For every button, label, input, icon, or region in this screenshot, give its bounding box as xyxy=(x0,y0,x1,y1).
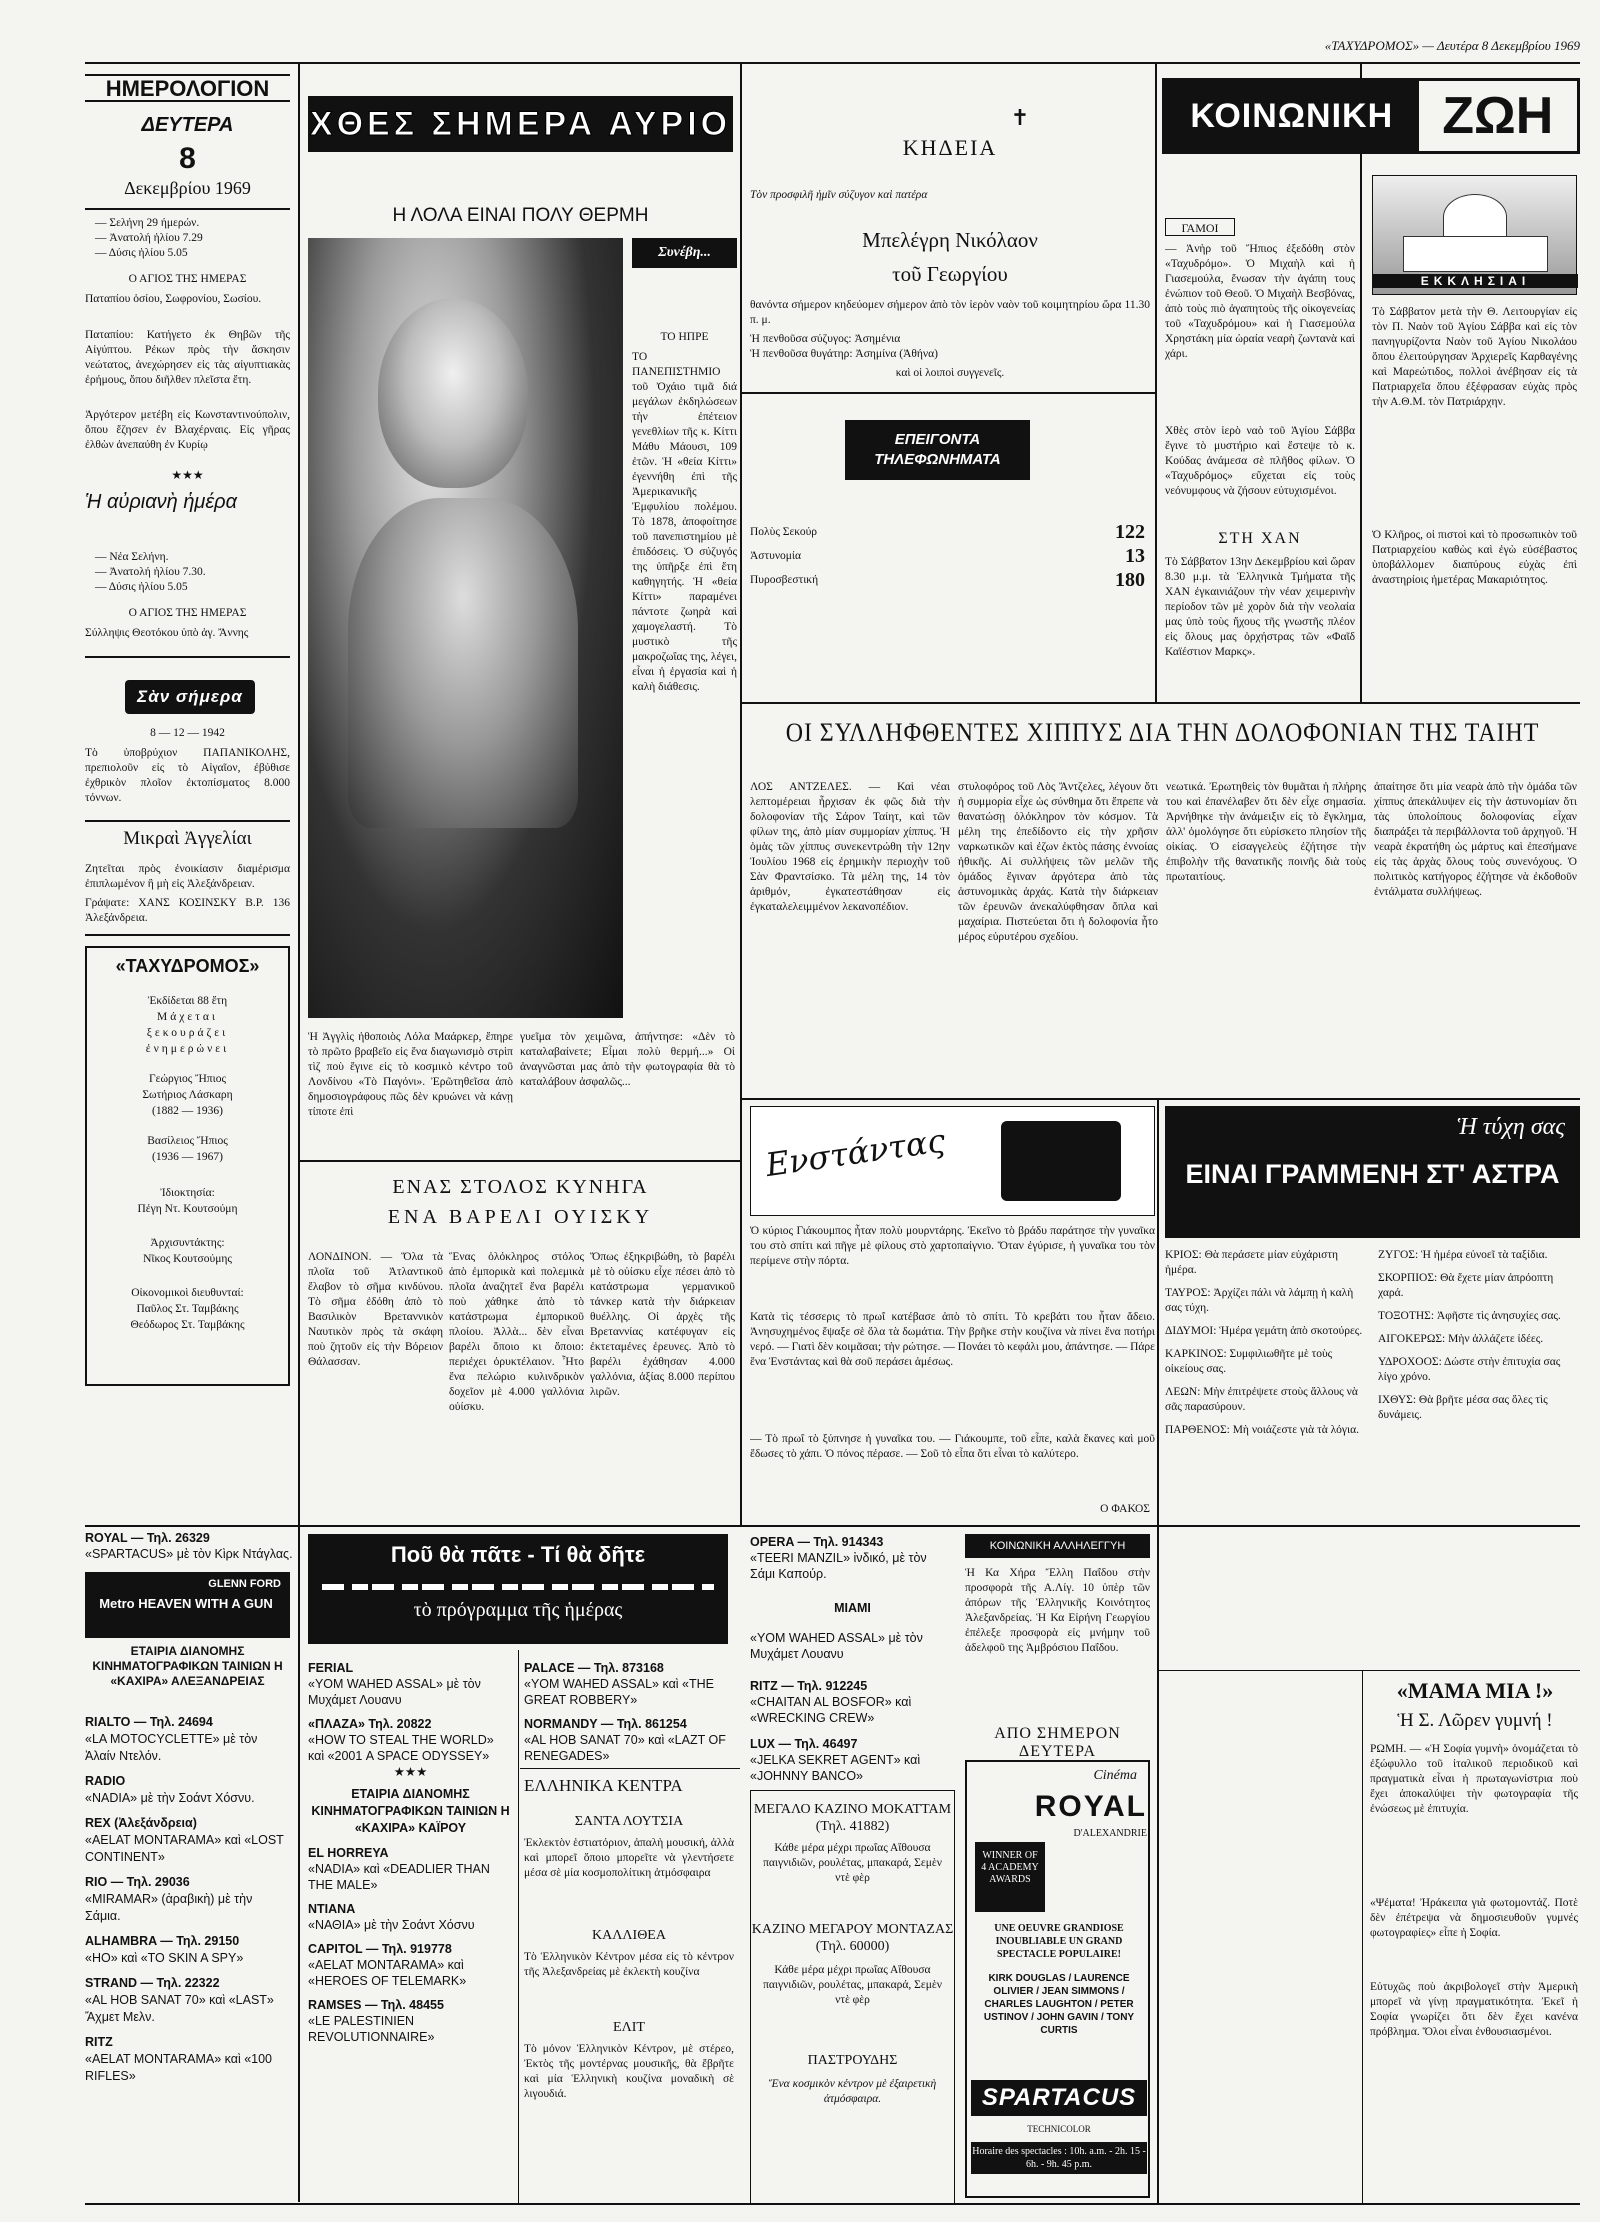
paper-title: «ΤΑΧΥΔΡΟΜΟΣ» xyxy=(115,956,260,976)
rule xyxy=(1157,1525,1159,2205)
technicolor: TECHNICOLOR xyxy=(1027,2124,1091,2134)
royal-logo: ROYAL xyxy=(1034,1790,1147,1823)
paper-director: Βασίλειος Ἤπιος xyxy=(147,1135,228,1147)
astro-capricorn: ΑΙΓΟΚΕΡΩΣ: Μὴν ἀλλάζετε ἰδέες. xyxy=(1378,1333,1544,1345)
tomorrow-sunset: — Δύσις ἡλίου 5.05 xyxy=(95,581,188,593)
funeral-title: ΚΗΔΕΙΑ xyxy=(902,135,998,160)
ntiana-film: «ΝΑΘΙΑ» μὲ τὴν Σοάντ Χόσνυ xyxy=(308,1918,475,1932)
fleet-headline-1: ΕΝΑΣ ΣΤΟΛΟΣ ΚΥΝΗΓΑ xyxy=(392,1176,649,1198)
hippies-headline: ΟΙ ΣΥΛΛΗΦΘΕΝΤΕΣ ΧΙΠΠΥΣ ΔΙΑ ΤΗΝ ΔΟΛΟΦΟΝΙΑΝ ΤΗΣ ΤΑΙΗΤ xyxy=(785,718,1540,747)
enstantas-brand: Ενστάντας xyxy=(763,1121,948,1185)
ferial-film: «YOM WAHED ASSAL» μὲ τὸν Μυχάμετ Λουανυ xyxy=(308,1677,481,1707)
where-program: τὸ πρόγραμμα τῆς ἡμέρας xyxy=(308,1590,728,1630)
rule xyxy=(85,656,290,658)
church-text-2: Ὁ Κλῆρος, οἱ πιστοὶ καὶ τὸ προσωπικὸν τοῦ Πατριαρχείου καθὼς καὶ ἐγὼ εὐσέβαστος ὑποβάλλομεν διαπύρους εὐχὰς ἐπὶ ἀναστηρίοις ἡμετέρας Μακαριότητος. xyxy=(1372,529,1577,586)
rule xyxy=(85,820,290,822)
paper-line-3: ξεκουράζει xyxy=(146,1027,229,1039)
elite-text: Τὸ μόνον Ἑλληνικὸν Κέντρον, μὲ στέρεο, Ἐκτὸς τῆς μοντέρνας μουσικῆς, θὰ ἔβρῆτε καὶ μία Ἑλληνικὴ κουζίνα μοναδικὴ σὲ λιγουδιά. xyxy=(524,2043,734,2100)
distributor-cairo: ΕΤΑΙΡΙΑ ΔΙΑΝΟΜΗΣ ΚΙΝΗΜΑΤΟΓΡΑΦΙΚΩΝ ΤΑΙΝΙΩΝ Η «ΚΑΧΙΡΑ» ΚΑΪΡΟΥ xyxy=(311,1787,510,1835)
lola-caption-right: γυεῖμα τὸν χειμῶνα, ἀπήντησε: «Δὲν τὸ καταλαβαίνετε; Εἶμαι πολὺ θερμή...» Οἱ ἀναγνῶσται μας ἀπὸ τὴν φωτογραφία θὰ τὸ καταλάβουν ἀσφαλῶς... xyxy=(520,1031,735,1088)
col-rule-3 xyxy=(1155,62,1157,702)
social-banner xyxy=(1162,78,1580,154)
separator-stars: ★★★ xyxy=(171,468,204,482)
rule xyxy=(300,1160,740,1162)
fleet-text-3: Ὅπως ἐξηκριβώθη, τὸ βαρέλι μὲ τὸ οὐίσκυ εἶχε πέσει ἀπὸ τὸ κατάστρωμα γερμανικοῦ τάνκερ κατὰ τὴν διάρκειαν θυέλλης. Οἱ ἀρχὲς τῆς Βρεταννίας κατέφυγαν εἰς ἐκτεταμένες ἐρευνες. Ἀπὸ τὸ βαρέλι ἐχάθησαν 4.000 γαλλόνια, ἀξίας 8.000 περίπου λιρῶν. xyxy=(590,1251,735,1398)
enstantas-ad xyxy=(750,1106,1155,1216)
spartacus-header: ΑΠΟ ΣΗΜΕΡΟΝ ΔΕΥΤΕΡΑ xyxy=(994,1725,1121,1760)
alhambra-cinema: ALHAMBRA — Τηλ. 29150 xyxy=(85,1934,240,1948)
casino2-title: ΚΑΖΙΝΟ ΜΕΓΑΡΟΥ ΜΟΝΤΑΖΑΣ (Τηλ. 60000) xyxy=(751,1922,954,1954)
rio-film: «MIRAMAR» (ἀραβικὴ) μὲ τὴν Σάμια. xyxy=(85,1892,253,1923)
opera-cinema: OPERA — Τηλ. 914343 xyxy=(750,1535,884,1549)
pastroudis-title: ΠΑΣΤΡΟΥΔΗΣ xyxy=(807,2053,898,2068)
astro-pisces: ΙΧΘΥΣ: Θὰ βρῆτε μέσα σας ὅλες τὶς δυνάμεις. xyxy=(1378,1394,1548,1421)
ntiana-cinema: ΝΤΙΑΝΑ xyxy=(308,1902,356,1916)
astro-title-1: Ἡ τύχη σας xyxy=(1457,1114,1565,1140)
spartacus-tagline: UNE OEUVRE GRANDIOSE INOUBLIABLE UN GRAND SPECTACLE POPULAIRE! xyxy=(994,1923,1124,1960)
fleet-text-1: ΛΟΝΔΙΝΟΝ. — Ὅλα τὰ πλοῖα τοῦ Ἀτλαντικοῦ ἔλαβον τὸ σῆμα κινδύνου. Τὸ σῆμα ἐδόθη ἀπὸ τὸ Βασιλικὸν Βρεταννικὸν Ναυτικὸν πρὸς τὰ σκάφη ποὺ ζητοῦν εἰς τὴν Βόρειον Θάλασσαν. xyxy=(308,1251,443,1368)
royal-film: «SPARTACUS» μὲ τὸν Κὶρκ Ντάγλας. xyxy=(85,1547,293,1561)
ramses-cinema: RAMSES — Τηλ. 48455 xyxy=(308,1998,444,2012)
strand-film: «AL HOB SANAT 70» καὶ «LAST» Ἄχμετ Μελν. xyxy=(85,1993,274,2024)
spartacus-title: SPARTACUS xyxy=(971,2080,1147,2116)
metro-ad-title: Metro HEAVEN WITH A GUN xyxy=(99,1596,273,1611)
rex-cinema: REX (Ἀλεξάνδρεια) xyxy=(85,1816,197,1830)
calendar-moon: — Σελήνη 29 ήμερών. xyxy=(95,217,200,229)
horreya-film: «NADIA» καὶ «DEADLIER THAN THE MALE» xyxy=(308,1862,490,1892)
elite-title: ΕΛΙΤ xyxy=(613,2020,645,2035)
rule xyxy=(742,702,1580,704)
phone-name-2: Πυροσβεστική xyxy=(750,574,819,586)
ad-story-3: — Τὸ πρωΐ τὸ ξύπνησε ἡ γυναῖκα του. — Γιάκουμπε, τοῦ εἶπε, καλὰ ἔκανες καὶ μοῦ ἔδωσες τὸ χάπι. Ὁ πόνος πέρασε. — Σοῦ τὸ εἶπα ὅτι εἶναι τὸ καλύτερο. xyxy=(750,1433,1155,1460)
capitol-film: «AELAT MONTARAMA» καὶ «HEROES OF TELEMARK» xyxy=(308,1958,467,1988)
ad-signature: Ο ΦΑΚΟΣ xyxy=(1100,1503,1150,1515)
astro-title-2: ΕΙΝΑΙ ΓΡΑΜΜΕΝΗ ΣΤ' ΑΣΤΡΑ xyxy=(1185,1159,1560,1189)
story-label: Συνέβη... xyxy=(632,238,737,268)
funeral-intro: Τὸν προσφιλῆ ἡμῖν σύζυγον καὶ πατέρα xyxy=(750,189,928,201)
classifieds-title: Μικραὶ Ἀγγελίαι xyxy=(123,828,252,849)
plaza-film: «HOW TO STEAL THE WORLD» καὶ «2001 A SPACE ODYSSEY» xyxy=(308,1733,494,1763)
tomorrow-moon: — Νέα Σελήνη. xyxy=(95,551,169,563)
editor-label: Ἀρχισυντάκτης: xyxy=(150,1237,225,1249)
paper-line-4: ἐνημερώνει xyxy=(145,1043,230,1055)
phone-num-2[interactable]: 180 xyxy=(1115,569,1145,591)
rule xyxy=(742,392,1155,394)
miami-cinema: MIAMI xyxy=(834,1601,871,1615)
church-label: ΕΚΚΛΗΣΙΑΙ xyxy=(1373,274,1578,288)
calendar-sunset: — Δύσις ἡλίου 5.05 xyxy=(95,247,188,259)
church-illustration xyxy=(1372,175,1577,295)
royal-sub: D'ALEXANDRIE xyxy=(1073,1828,1147,1839)
paper-info-box xyxy=(85,946,290,1386)
paper-director-years: (1936 — 1967) xyxy=(152,1151,223,1163)
astro-aries: ΚΡΙΟΣ: Θὰ περάσετε μίαν εὐχάριστη ἡμέρα. xyxy=(1165,1249,1338,1276)
astro-aquarius: ΥΔΡΟΧΟΟΣ: Δώστε στὴν ἐπιτυχία σας λίγο χρόνο. xyxy=(1378,1356,1561,1383)
hippies-col-4: ἀπαίτησε ὅτι μία νεαρὰ ἀπὸ τὴν ὁμάδα τῶν χίππυς ἀπεκάλυψεν εἰς τὴν ἀστυνομίαν ὅτι τὰς ὑπολοίπους δολοφονίας εἶχαν διαπράξει τὰ περιβάλλοντα τοῦ ἀρχηγοῦ. Ἡ νεαρὰ ἐκρατήθη ὡς μάρτυς καὶ ἐπεσήμανε εἰς τὰς ἀρχὰς ὅλους τοὺς συνενόχους. Ὁ πολιτικὸς κατήγορος ἐζήτησε νὰ ἐκδοθοῦν ἐντάλματα συλλήψεως. xyxy=(1374,781,1577,898)
where-list-1 xyxy=(308,1660,513,2200)
pastroudis-text: Ἕνα κοσμικὸν κέντρον μὲ ἐξαιρετικὴ ἀτμόσφαιρα. xyxy=(768,2078,937,2105)
ad-story-2: Κατὰ τὶς τέσσερις τὸ πρωΐ κατέβασε ἀπὸ τὸ σπίτι. Τὸ κρεβάτι του ἦταν ἄδειο. Ἀνησυχημένος ἔψαξε σὲ ὅλα τὰ δωμάτια. Τὴν βρῆκε στὴν κουζίνα νὰ πίνει ἕνα ποτήρι νερό. — Γιατὶ δὲν κοιμᾶσαι; τὴν ρώτησε. — Πονάει τὸ κεφάλι μου, ἀπάντησε. — Πάρε ἕνα Ἐνστάντας καὶ θὰ σοῦ περάσει ἀμέσως. xyxy=(750,1311,1155,1368)
tomorrow-title: Ἡ αὐριανὴ ἡμέρα xyxy=(85,491,238,513)
santa-title: ΣΑΝΤΑ ΛΟΥΤΣΙΑ xyxy=(574,1814,684,1829)
rule xyxy=(1159,1670,1580,1671)
col-rule-2 xyxy=(740,62,742,702)
social-title-b: ΖΩΗ xyxy=(1442,87,1554,145)
lola-caption-left: Ἡ Ἀγγλὶς ἠθοποιὸς Λόλα Μαάρκερ, ἔπηρε τὸ πρῶτο βραβεῖο εἰς ἕνα διαγωνισμὸ στρὶπ τὶζ ποὺ ἔγινε εἰς τὸ κοσμικὸ κέντρο τοῦ Λονδίνου «Τὸ Παγόνι». Ἐρῶτηθεῖσα ἀπὸ δημοσιογράφους πῶς δὲν κρυώνει νὰ κάνῃ τίποτε ἐπὶ xyxy=(308,1031,513,1118)
mama-title: «ΜΑΜΑ ΜΙΑ !» xyxy=(1396,1678,1554,1703)
tomorrow-saint-title: Ο ΑΓΙΟΣ ΤΗΣ ΗΜΕΡΑΣ xyxy=(128,607,247,619)
weddings-text: — Ἀνὴρ τοῦ Ἤπιος ἐξεδόθη στὸν «Ταχυδρόμο». Ὁ Μιχαὴλ καὶ ἡ Γιασεμούλα, ἔνωσαν τὴν ἀγάπη τους ἐνώπιον τοῦ Θεοῦ. Ὁ Μιχαὴλ Βεσβόνας, ἀπὸ τοὺς πιὸ ἀγαπητοὺς τῆς οἰκογενείας τοῦ «Ταχυδρόμου» καὶ ἡ Γιασεμούλα Χρηστάκη μία ὡραία νεαρὴ ζωντανὰ καὶ χάρι. xyxy=(1165,243,1355,360)
strand-cinema: STRAND — Τηλ. 22322 xyxy=(85,1976,220,1990)
weddings-text-2: Χθὲς στὸν ἱερὸ ναὸ τοῦ Ἁγίου Σάββα ἔγινε τὸ μυστήριο καὶ ἔστεψε τὸ κ. Κούδας ἀνάμεσα σὲ πλῆθος φίλων. Ὁ «Ταχυδρόμος» εὔχεται εἰς τοὺς νεόνυμφους νὰ ζήσουν εὐτυχισμένοι. xyxy=(1165,425,1355,497)
spartacus-cast: KIRK DOUGLAS / LAURENCE OLIVIER / JEAN SIMMONS / CHARLES LAUGHTON / PETER USTINOV / JOHN GAVIN / TONY CURTIS xyxy=(983,1973,1135,2036)
centres-title: ΕΛΛΗΝΙΚΑ ΚΕΝΤΡΑ xyxy=(524,1776,683,1795)
rule xyxy=(85,208,290,210)
saint-names: Παταπίου ὁσίου, Σωφρονίου, Σωσίου. xyxy=(85,293,262,305)
normandy-cinema: NORMANDY — Τηλ. 861254 xyxy=(524,1717,687,1731)
ritz2-film: «CHAITAN AL BOSFOR» καὶ «WRECKING CREW» xyxy=(750,1695,912,1725)
rialto-film: «LA MOTOCYCLETTE» μὲ τὸν Ἀλαίν Ντελόν. xyxy=(85,1732,258,1763)
funeral-wife: Ἡ πενθοῦσα σύζυγος: Ἀσημένια xyxy=(750,333,901,345)
classifieds-contact: Γράψατε: ΧΑΝΣ ΚΟΣΙΝΣΚΥ Β.Ρ. 136 Ἀλεξάνδρεια. xyxy=(85,897,290,924)
paper-founder-years: (1882 — 1936) xyxy=(152,1105,223,1117)
xes-banner: ΧΘΕΣ ΣΗΜΕΡΑ ΑΥΡΙΟ xyxy=(308,96,733,152)
calendar-title: ΗΜΕΡΟΛΟΓΙΟΝ xyxy=(85,74,290,102)
stars-sep: ★★★ xyxy=(393,1765,428,1779)
astro-taurus: ΤΑΥΡΟΣ: Ἀρχίζει πάλι νὰ λάμπῃ ἡ καλὴ σας τύχη. xyxy=(1165,1287,1354,1314)
plaza-cinema: «ΠΛΑΖΑ» Τηλ. 20822 xyxy=(308,1717,432,1731)
tomorrow-sunrise: — Ἀνατολή ἡλίου 7.30. xyxy=(95,566,206,578)
funeral-daughter: Ἡ πενθοῦσα θυγάτηρ: Ἀσημίνα (Ἀθήνα) xyxy=(750,348,938,360)
phone-num-0[interactable]: 122 xyxy=(1115,521,1145,543)
cinema-left-list xyxy=(85,1714,290,2085)
tomorrow-saint: Σύλληψις Θεοτόκου ὑπὸ ἁγ. Ἄννης xyxy=(85,627,249,639)
casino1-text: Κάθε μέρα μέχρι πρωΐας Αἴθουσα παιγνιδιῶν, ρουλέτας, μπακαρά, Σεμὲν ντὲ φὲρ xyxy=(763,1842,942,1884)
radio-cinema: RADIO xyxy=(85,1774,126,1788)
lux-film: «JELKA SEKRET AGENT» καὶ «JOHNNY BANCO» xyxy=(750,1753,921,1783)
calendar-sunrise: — Ἀνατολή ἡλίου 7.29 xyxy=(95,232,203,244)
astro-leo: ΛΕΩΝ: Μὴν ἐπιτρέψετε στοὺς ἄλλους νὰ σᾶς παρασύρουν. xyxy=(1165,1386,1358,1413)
masthead-date: «ΤΑΧΥΔΡΟΜΟΣ» — Δευτέρα 8 Δεκεμβρίου 1969 xyxy=(1324,38,1580,53)
story-sub: ΤΟ ΗΠΡΕ xyxy=(660,331,709,343)
astro-virgo: ΠΑΡΘΕΝΟΣ: Μὴ νοιάζεστε γιὰ τὰ λόγια. xyxy=(1165,1424,1360,1436)
kallithea-text: Τὸ Ἑλληνικὸν Κέντρον μέσα εἰς τὸ κέντρον τῆς Ἀλεξανδρείας μὲ ἐκλεκτὴ κουζίνα xyxy=(524,1951,734,1978)
ad-story-1: Ὁ κύριος Γιάκουμπος ἦταν πολὺ μουρντάρης. Ἐκεῖνο τὸ βράδυ παράτησε τὴν γυναῖκα του στὸ σπίτι καὶ πῆγε μὲ φίλους στὸ χαρτοπαίγνιο. Ὅταν ἐγύρισε, ἡ γυναῖκα του τὸν περίμενε στὴν πόρτα. xyxy=(750,1225,1155,1267)
lux-cinema: LUX — Τηλ. 46497 xyxy=(750,1737,858,1751)
top-rule xyxy=(85,62,1580,64)
phones-title: ΕΠΕΙΓΟΝΤΑ ΤΗΛΕΦΩΝΗΜΑΤΑ xyxy=(845,420,1030,480)
mgmt-label: Οἰκονομικοὶ διευθυνταί: xyxy=(131,1287,244,1299)
pill-box-icon xyxy=(1001,1121,1121,1201)
palace-film: «YOM WAHED ASSAL» καὶ «THE GREAT ROBBERY» xyxy=(524,1677,714,1707)
rialto-cinema: RIALTO — Τηλ. 24694 xyxy=(85,1715,213,1729)
calendar-month-year: Δεκεμβρίου 1969 xyxy=(124,178,251,198)
rex-film: «AELAT MONTARAMA» καὶ «LOST CONTINENT» xyxy=(85,1833,284,1864)
mama-text-3: Εὐτυχῶς ποὺ ἀκριβολογεῖ στὴν Ἀμερικὴ μπορεῖ νὰ γίνῃ πραγματικότητα. Ἐκεῖ ἡ Σοφία γνωρίζει ὅτι δὲν ἔχει κανένα πρόβλημα. Ὅλοι εἶναι ἐνθουσιασμένοι. xyxy=(1370,1981,1578,2038)
hippies-col-2: στυλοφόρος τοῦ Λὸς Ἄντζελες, λέγουν ὅτι ἡ συμμορία εἶχε ὡς σύνθημα ὅτι ἔπρεπε νὰ θανατώσῃ ὁλόκληρον τὸν κόσμον. Τὰ μέλη της ἐπεδίδοντο εἰς τὴν χρῆσιν ναρκωτικῶν καὶ ἐζων ἐκτὸς πάσης ἐννοίας ἠθικῆς. Αἱ συλλήψεις τῶν μελῶν τῆς ὁμάδος ἔγιναν ἀργότερα ἀπὸ τὰς ἀστυνομικὰς ἀρχάς. Κατὰ τὴν διάρκειαν τῶν ἐρευνῶν ἀνεκαλύφθησαν ὅπλα καὶ μαχαίρια. Πιστεύεται ὅτι ἡ δολοφονία ἦτο μέρος εὐρυτέρου σχεδίου. xyxy=(958,781,1158,943)
church-text: Τὸ Σάββατον μετὰ τὴν Θ. Λειτουργίαν εἰς τὸν Π. Ναὸν τοῦ Ἁγίου Σάββα καὶ εἰς τὸν πανηγυρίζοντα Ναὸν τοῦ Ἁγίου Νικολάου ὅπου ἐλειτούργησαν Ἀρχιερεῖς Καρθαγένης καὶ Μαρεώτιδος, πολλοὶ ἀνέβησαν εἰς τὰ Πατριαρχεῖα ὅπου ἐξέφρασαν εὐχὰς πρὸς τὴν Α.Θ.Μ. τὸν Πατριάρχην. xyxy=(1372,306,1577,408)
showtimes: Horaire des spectacles : 10h. a.m. - 2h. 15 - 6h. - 9h. 45 p.m. xyxy=(971,2142,1147,2174)
mgmt-1: Παῦλος Στ. Ταμβάκης xyxy=(136,1303,239,1315)
casino1-title: ΜΕΓΑΛΟ ΚΑΖΙΝΟ ΜΟΚΑΤΤΑΜ (Τηλ. 41882) xyxy=(753,1802,952,1834)
paper-line-2: Μάχεται xyxy=(157,1011,218,1023)
rule xyxy=(742,1098,1580,1100)
ritz-cinema: RITZ xyxy=(85,2035,113,2049)
social-title-a: ΚΟΙΝΩΝΙΚΗ xyxy=(1165,81,1419,151)
solidarity-title: ΚΟΙΝΩΝΙΚΗ ΑΛΛΗΛΕΓΓΥΗ xyxy=(965,1534,1150,1558)
fleet-text-2: Ἕνας ὁλόκληρος στόλος ἀπὸ ἐμπορικὰ καὶ πολεμικὰ πλοῖα ἀναζητεῖ ἕνα βαρέλι ποὺ χάθηκε ἀπὸ τὸ κατάστρωμα ἐμπορικοῦ πλοίου. Ἀλλὰ... δὲν εἶναι βαρέλι ὅποιο κι ὅποιο: περιέχει ὀρυκτέλαιον. Ἦτο ἕνα πελώριο κυλινδρικὸν δοχεῖον μὲ 4.000 γαλλόνια οὐίσκυ. xyxy=(449,1251,584,1413)
metro-ad-star: GLENN FORD xyxy=(208,1578,281,1590)
mama-sub: Ἡ Σ. Λῶρεν γυμνή ! xyxy=(1397,1710,1553,1731)
kallithea-title: ΚΑΛΛΙΘΕΑ xyxy=(592,1928,666,1943)
story-text: ΤΟ ΠΑΝΕΠΙΣΤΗΜΙΟ τοῦ Ὀχάιο τιμᾶ διά μεγάλων ἐκδηλώσεων τὴν ἐπέτειον γενεθλίων τῆς κ. Κίττι Μάθυ Μάουσι, 109 ἐτῶν. Ἡ «θεία Κίττι» ἐγεννήθη ἐπὶ τῆς Ἀμερικανικῆς Ἐμφυλίου πολέμου. Τὸ 1878, ἀποφοίτησε τοῦ πανεπιστημίου μὲ ἐπιδόσεις. Ὁ σύζυγός της ὑπῆρξε ἐπὶ ἔτη καθηγητής. Ἡ «θεία Κίττι» παραμένει πάντοτε ζωηρὰ καὶ χαμογελαστή. Τὸ μυστικὸ τῆς μακροζωΐας της, λέγει, εἶναι ἡ ἐργασία καὶ ἡ καλὴ διάθεσις. xyxy=(632,351,737,693)
cross-icon: ✝ xyxy=(1010,105,1030,130)
rule xyxy=(518,1650,519,2205)
funeral-text: θανόντα σήμερον κηδεύομεν σήμερον ἀπὸ τὸν ἱερὸν ναὸν τοῦ κοιμητηρίου ὥρα 11.30 π. μ. xyxy=(750,299,1150,326)
opera-film: «TEERI MANZIL» ἰνδικό, μὲ τὸν Σάμι Καπούρ. xyxy=(750,1551,927,1581)
phone-name-1: Ἀστυνομία xyxy=(750,550,802,562)
han-title: ΣΤΗ ΧΑΝ xyxy=(1218,530,1302,547)
where-list-3 xyxy=(750,1534,955,1784)
casinos-box xyxy=(750,1790,955,2204)
santa-text: Ἐκλεκτὸν ἑστιατόριον, ἁπαλὴ μουσική, ἀλλὰ καὶ μπορεῖ ὅποιο μπορεῖτε νὰ γλεντήσετε μέσα σὲ μία κοσμοπολίτικη ἀτμόσφαιρα xyxy=(524,1837,734,1879)
paper-line-1: Ἐκδίδεται 88 ἔτη xyxy=(147,995,228,1007)
rule xyxy=(1362,1670,1363,2205)
astro-scorpio: ΣΚΟΡΠΙΟΣ: Θὰ ἔχετε μίαν ἀπρόοπτη χαρά. xyxy=(1378,1272,1554,1299)
astro-banner xyxy=(1165,1106,1580,1238)
mama-text: ΡΩΜΗ. — «Ἡ Σοφία γυμνὴ» ὀνομάζεται τὸ ἐξώφυλλο τοῦ ἰταλικοῦ περιοδικοῦ καὶ πραγματικὰ εἶναι ἡ πρωταγωνίστρια ποὺ ἔχει ἀποκαλύψει τὴν φωτογραφία τῆς ἐνώσεως μὲ ἐπιτυχία. xyxy=(1370,1743,1578,1815)
rule xyxy=(1157,1098,1159,1528)
classifieds-text: Ζητεῖται πρὸς ἐνοικίασιν διαμέρισμα ἐπιπλωμένον ἢ μὴ εἰς Ἀλεξάνδρειαν. xyxy=(85,863,290,890)
capitol-cinema: CAPITOL — Τηλ. 919778 xyxy=(308,1942,452,1956)
col-rule-1 xyxy=(298,62,300,2202)
hippies-col-3: νεωτικά. Ἐρωτηθεὶς τὸν θυμᾶται ἡ πλήρης του καὶ ἐπανέλαβεν ὅτι δὲν εἶχε σημασία. Ἀρνήθηκε τὴν ἀνάμειξιν εἰς τὸ ἔγκλημα, ἀλλ' ὁμολόγησε ὅτι εὑρίσκετο πλησίον τῆς οἰκίας. Ὁ εἰσαγγελεὺς ἐζήτησε τὴν ἐπιβολὴν τῆς θανατικῆς ποινῆς διὰ τοὺς πρωταιτίους. xyxy=(1166,781,1366,883)
lola-headline: Η ΛΟΛΑ ΕΙΝΑΙ ΠΟΛΥ ΘΕΡΜΗ xyxy=(392,205,649,226)
casino2-text: Κάθε μέρα μέχρι πρωΐας Αἴθουσα παιγνιδιῶν, ρουλέτας, μπακαρά, Σεμὲν ντὲ φὲρ xyxy=(763,1964,942,2006)
normandy-film: «AL HOB SANAT 70» καὶ «LAZT OF RENEGADES» xyxy=(524,1733,726,1763)
astro-list-left xyxy=(1165,1248,1370,1446)
calendar-day: ΔΕΥΤΕΡΑ xyxy=(141,114,234,136)
history-text: Τὸ ὑποβρύχιον ΠΑΠΑΝΙΚΟΛΗΣ, πρεπιολοῦν εἰς τὸ Αἰγαῖον, ἐβύθισε ἐχθρικὸν πλοῖον ἐκτοπίσματος 8.000 τόννων. xyxy=(85,747,290,804)
saint-title: Ο ΑΓΙΟΣ ΤΗΣ ΗΜΕΡΑΣ xyxy=(128,273,247,285)
rule xyxy=(85,934,290,936)
hippies-col-1: ΛΟΣ ΑΝΤΖΕΛΕΣ. — Καὶ νέαι λεπτομέρειαι ἦρχισαν ἐκ φῶς διὰ τὴν δολοφονίαν τῆς Σάρον Ταίητ, καὶ τῶν φίλων της, ἀπὸ μίαν συμμορίαν χίππυς. Ἡ ὁμὰς τῶν χίππυς συνεκεντρώθη τὴν 12ην Ἰουλίου 1968 εἰς ἐρημικὴν περιοχὴν τοῦ Σὰν Φραντσίσκο. Τὰ μέλη της, 14 τὸν ἀριθμόν, ἐγκατεστάθησαν εἰς ἐγκαταλελειμμένον λεκανοπέδιον. xyxy=(750,781,950,913)
mid-rule xyxy=(85,1525,1580,1527)
portrait-face xyxy=(378,298,528,488)
cinema-left xyxy=(85,1530,295,2200)
fleet-headline-2: ΕΝΑ ΒΑΡΕΛΙ ΟΥΙΣΚΥ xyxy=(387,1206,654,1228)
phone-num-1[interactable]: 13 xyxy=(1125,545,1145,567)
portrait-body xyxy=(348,498,578,828)
church-dome xyxy=(1443,194,1507,240)
owner: Πέγη Ντ. Κουτσούμη xyxy=(137,1203,238,1215)
paper-founder: Γεώργιος Ἤπιος xyxy=(148,1073,227,1085)
metro-ad xyxy=(85,1572,290,1638)
astro-list-right xyxy=(1378,1248,1578,1431)
where-title: Ποῦ θὰ πᾶτε - Τί θὰ δῆτε xyxy=(390,1542,646,1567)
rule xyxy=(740,702,742,1527)
lola-photo xyxy=(308,238,623,1018)
radio-film: «NADIA» μὲ τὴν Σοάντ Χόσνυ. xyxy=(85,1791,255,1805)
ferial-cinema: FERIAL xyxy=(308,1661,354,1675)
mgmt-2: Θεόδωρος Στ. Ταμβάκης xyxy=(130,1319,245,1331)
col-rule-4 xyxy=(1360,62,1362,702)
awards-badge: WINNER OF 4 ACADEMY AWARDS xyxy=(975,1842,1045,1912)
han-text: Τὸ Σάββατον 13ην Δεκεμβρίου καὶ ὥραν 8.30 μ.μ. τὰ Ἑλληνικὰ Τμήματα τῆς ΧΑΝ ἐγκαινιάζουν τὴν νέαν χειμερινὴν περίοδον τῶν μὲ χορὸν διὰ τὴν νεολαία μας ὑπὸ τοὺς ἤχους τῆς γνωστῆς πλέον εἰς ὅλους μας ὀρχήστρας τῶν «Φαῖδ Καϊέστιον Μαρκς». xyxy=(1165,556,1355,658)
royal-cinema: ROYAL — Τηλ. 26329 xyxy=(85,1531,210,1545)
funeral-others: καὶ οἱ λοιποὶ συγγενεῖς. xyxy=(895,367,1005,379)
mama-text-2: «Ψέματα! Ἠράκειπα γιὰ φωτομοντάζ. Ποτὲ δὲν ἐπέτρεψα νὰ δημοσιευθοῦν γυμνές φωτογραφίες» εἶπε ἡ Σοφία. xyxy=(1370,1897,1578,1939)
owner-label: Ἰδιοκτησία: xyxy=(160,1187,215,1199)
miami-film: «YOM WAHED ASSAL» μὲ τὸν Μυχάμετ Λουανυ xyxy=(750,1631,923,1661)
rio-cinema: RIO — Τηλ. 29036 xyxy=(85,1875,190,1889)
astro-cancer: ΚΑΡΚΙΝΟΣ: Συμφιλιωθῆτε μὲ τοὺς οἰκείους σας. xyxy=(1165,1348,1333,1375)
editor: Νῖκος Κουτσούμης xyxy=(143,1253,232,1265)
horreya-cinema: EL HORREYA xyxy=(308,1846,389,1860)
funeral-name: Μπελέγρη Νικόλαον xyxy=(862,228,1038,252)
ritz-film: «AELAT MONTARAMA» καὶ «100 RIFLES» xyxy=(85,2052,272,2083)
cinema-word: Cinéma xyxy=(1093,1768,1137,1783)
right-bottom-top xyxy=(1165,1534,1580,1664)
ritz2-cinema: RITZ — Τηλ. 912245 xyxy=(750,1679,868,1693)
astro-libra: ΖΥΓΟΣ: Ἡ ἡμέρα εὐνοεῖ τὰ ταξίδια. xyxy=(1378,1249,1548,1261)
alhambra-film: «HO» καὶ «TO SKIN A SPY» xyxy=(85,1951,244,1965)
saint-bio-2: Ἀργότερον μετέβη εἰς Κωνσταντινούπολιν, ὅπου ἔζησεν ἐν Βλαχέρναις. Εἰς γῆρας ἐλθὼν ἀνεπαύθη ἐν Κυρίῳ xyxy=(85,409,290,451)
rule xyxy=(520,1768,740,1769)
weddings-label: ΓΑΜΟΙ xyxy=(1165,218,1235,236)
ramses-film: «LE PALESTINIEN REVOLUTIONNAIRE» xyxy=(308,2014,435,2044)
church-body xyxy=(1403,236,1548,272)
saint-bio: Παταπίου: Κατήγετο ἐκ Θηβῶν τῆς Αἰγύπτου. Ρέκων πρὸς τὴν ἄσκησιν νεώτατος, ἀνεχώρησεν εἰς τὰς αἰγυπτιακὰς ἐρήμους, ὅπου διῆλθεν πλεῖστα ἔτη. xyxy=(85,329,290,386)
palace-cinema: PALACE — Τηλ. 873168 xyxy=(524,1661,664,1675)
bottom-rule xyxy=(85,2203,1580,2205)
solidarity-text: Ἡ Κα Χήρα Ἔλλη Παΐδου στὴν προσφορὰ τῆς Α.Λίγ. 10 ὑπὲρ τῶν ἀπόρων τῆς Ἑλληνικῆς Κοινότητος Ἀλεξανδρείας. Ἡ Κα Εἰρήνη Γεωργίου ἐπέλεξε προσφορὰ εἰς μνήμην τοῦ ἀδελφοῦ της Ἀμβρόσιου Παΐδου. xyxy=(965,1567,1150,1654)
calendar-date: 8 xyxy=(179,142,196,175)
history-logo: Σὰν σήμερα xyxy=(125,680,255,714)
where-list-2 xyxy=(524,1660,734,1765)
paper-founder-2: Σωτήριος Λάσκαρη xyxy=(142,1089,233,1101)
left-column xyxy=(85,66,295,1536)
spartacus-ad xyxy=(965,1760,1150,2198)
astro-gemini: ΔΙΔΥΜΟΙ: Ἡμέρα γεμάτη ἀπὸ σκοτούρες. xyxy=(1165,1325,1363,1337)
astro-sagittarius: ΤΟΞΟΤΗΣ: Ἀφῆστε τὶς ἀνησυχίες σας. xyxy=(1378,1310,1561,1322)
distributor-alex: ΕΤΑΙΡΙΑ ΔΙΑΝΟΜΗΣ ΚΙΝΗΜΑΤΟΓΡΑΦΙΚΩΝ ΤΑΙΝΙΩΝ Η «ΚΑΧΙΡΑ» ΑΛΕΞΑΝΔΡΕΙΑΣ xyxy=(92,1644,283,1688)
phone-name-0: Πολὺς Σεκούρ xyxy=(750,526,818,538)
history-date: 8 — 12 — 1942 xyxy=(150,727,225,739)
funeral-father: τοῦ Γεωργίου xyxy=(892,262,1008,286)
